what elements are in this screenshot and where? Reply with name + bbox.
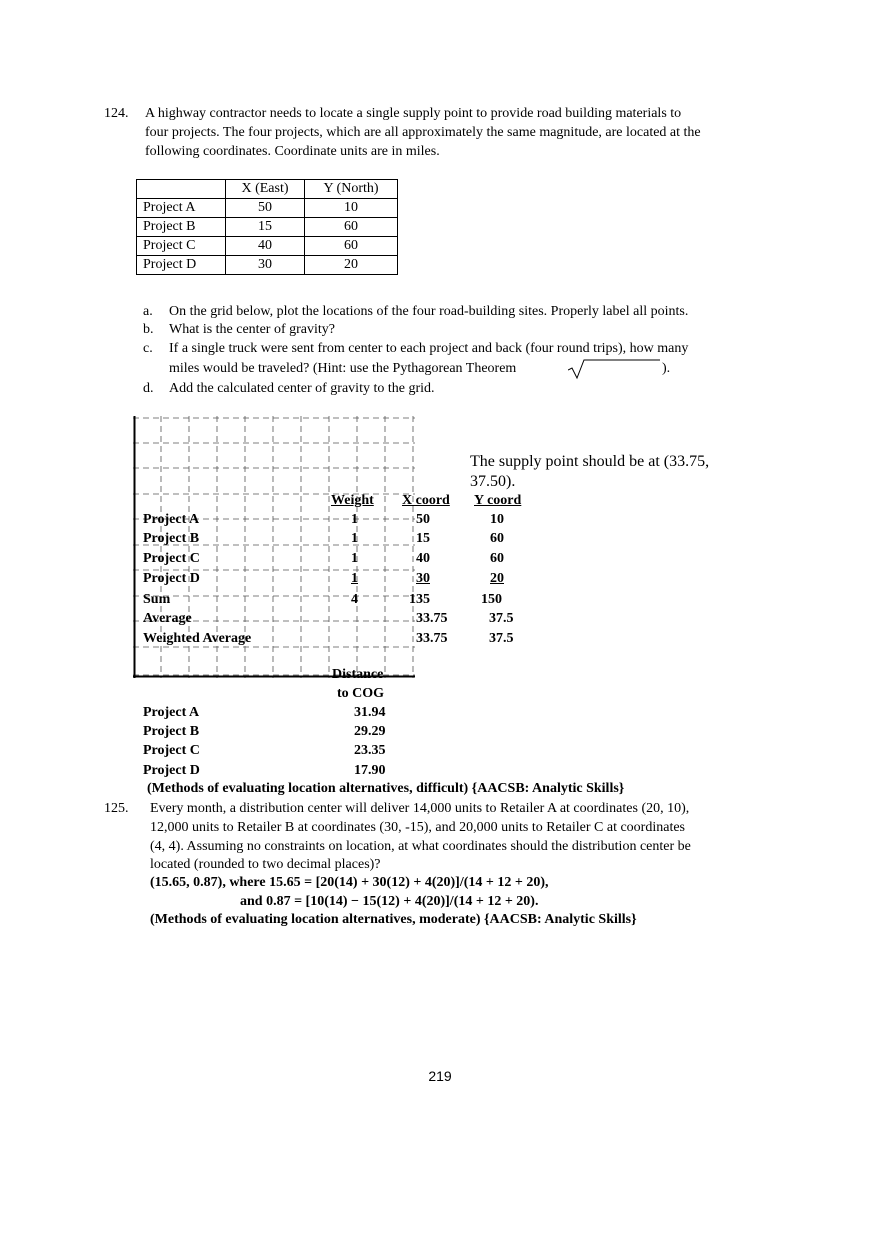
calc-y: 60 [490,551,504,566]
part-text-d: Add the calculated center of gravity to the grid. [169,381,435,396]
q125-answer-1: (15.65, 0.87), where 15.65 = [20(14) + 30(12) + 4(20)]/(14 + 12 + 20), [150,875,549,890]
q125-line-3: (4, 4). Assuming no constraints on location, at what coordinates should the distribution center be [150,839,691,854]
calc-row-label: Sum [143,592,171,607]
table-cell: 15 [226,218,305,237]
calc-weight: 1 [351,531,358,546]
q125-line-1: Every month, a distribution center will deliver 14,000 units to Retailer A at coordinates (20, 10), [150,801,690,816]
table-cell: 40 [226,237,305,256]
calc-y: 37.5 [489,631,514,646]
distance-row-label: Project A [143,705,200,720]
distance-value: 29.29 [354,724,386,739]
q124-line-2: four projects. The four projects, which are all approximately the same magnitude, are located at the [145,125,701,140]
table-cell: 60 [305,237,398,256]
calc-x: 15 [416,531,430,546]
answer-line-1: The supply point should be at (33.75, [470,453,710,470]
table-cell: Project A [137,199,226,218]
part-text-c: If a single truck were sent from center to each project and back (four round trips), how many [169,341,689,356]
calc-x: 30 [416,571,430,586]
distance-row-label: Project D [143,763,200,778]
q125-line-2: 12,000 units to Retailer B at coordinates (30, -15), and 20,000 units to Retailer C at coordinates [150,820,686,835]
part-text-a: On the grid below, plot the locations of the four road-building sites. Properly label all points. [169,304,689,319]
calc-header-weight: Weight [331,493,374,508]
calc-row-label: Project B [143,531,200,546]
page-number: 219 [428,1068,452,1084]
calc-x: 33.75 [416,631,448,646]
distance-value: 31.94 [354,705,386,720]
distance-value: 17.90 [354,763,386,778]
q124-tag: (Methods of evaluating location alternatives, difficult) {AACSB: Analytic Skills} [147,781,625,796]
part-text-b: What is the center of gravity? [169,322,335,337]
table-row [137,199,398,218]
table-cell: Project B [137,218,226,237]
calc-header-x: X coord [402,493,450,508]
distance-value: 23.35 [354,743,386,758]
answer-line-2: 37.50). [470,473,516,490]
calc-x: 135 [409,592,430,607]
calc-y: 37.5 [489,611,514,626]
calc-row-label: Project C [143,551,200,566]
square-root-icon [568,358,660,380]
coordinates-table [136,179,398,275]
q125-tag: (Methods of evaluating location alternatives, moderate) {AACSB: Analytic Skills} [150,912,637,927]
calc-weight: 4 [351,592,358,607]
calc-row-label: Weighted Average [143,631,252,646]
calc-weight: 1 [351,571,358,586]
calc-x: 50 [416,512,430,527]
calc-row-label: Project D [143,571,200,586]
table-cell: Project D [137,256,226,275]
table-header-cell: Y (North) [305,180,398,199]
part-label-a: a. [143,304,153,319]
part-label-b: b. [143,322,154,337]
calc-y: 10 [490,512,504,527]
calc-row-label: Project A [143,512,200,527]
q124-line-3: following coordinates. Coordinate units are in miles. [145,144,440,159]
calc-row-label: Average [143,611,192,626]
table-cell: 50 [226,199,305,218]
table-cell: 60 [305,218,398,237]
table-row [137,256,398,275]
q124-line-1: A highway contractor needs to locate a single supply point to provide road building materials to [145,106,682,121]
calc-y: 60 [490,531,504,546]
distance-row-label: Project C [143,743,200,758]
q125-answer-2: and 0.87 = [10(14) − 15(12) + 4(20)]/(14 + 12 + 20). [240,894,539,909]
table-cell: 30 [226,256,305,275]
question-number-124: 124. [104,106,129,121]
part-label-d: d. [143,381,154,396]
calc-weight: 1 [351,551,358,566]
calc-header-y: Y coord [474,493,522,508]
distance-header-1: Distance [332,667,384,682]
table-cell: Project C [137,237,226,256]
question-number-125: 125. [104,801,129,816]
table-header-row [137,180,398,199]
calc-weight: 1 [351,512,358,527]
table-header-cell [137,180,226,199]
hint-close: ). [662,361,671,376]
calc-x: 40 [416,551,430,566]
part-text-c-cont: miles would be traveled? (Hint: use the Pythagorean Theorem [169,361,517,376]
distance-header-2: to COG [337,686,385,701]
calc-x: 33.75 [416,611,448,626]
calc-y: 150 [481,592,502,607]
table-cell: 10 [305,199,398,218]
table-header-cell: X (East) [226,180,305,199]
q125-line-4: located (rounded to two decimal places)? [150,857,381,872]
calc-y: 20 [490,571,504,586]
table-row [137,218,398,237]
table-row [137,237,398,256]
table-cell: 20 [305,256,398,275]
part-label-c: c. [143,341,153,356]
distance-row-label: Project B [143,724,200,739]
